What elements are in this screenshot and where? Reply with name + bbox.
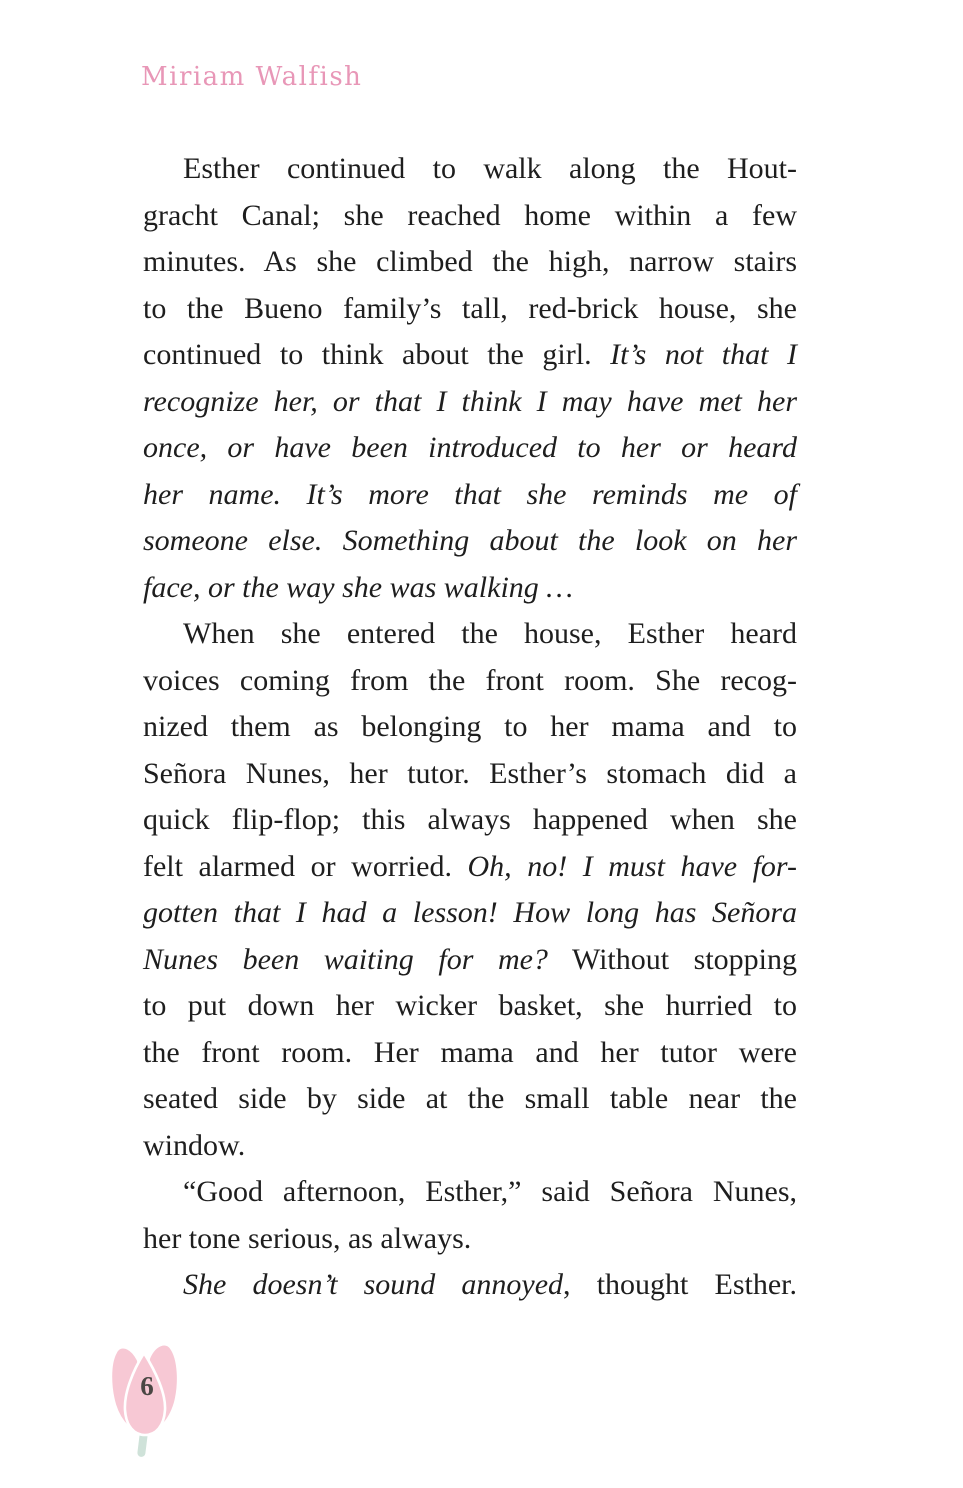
text-line: felt alarmed or worried. Oh, no! I must have for-: [143, 849, 797, 883]
tulip-icon: [109, 1341, 185, 1463]
text-line: once, or have been introduced to her or heard: [143, 431, 797, 464]
text-line: the front room. Her mama and her tutor were: [143, 1035, 797, 1069]
text-line: Nunes been waiting for me? Without stopping: [143, 942, 798, 976]
text-line: her tone serious, as always.: [143, 1221, 472, 1255]
text-line: quick flip-flop; this always happened when she: [143, 803, 797, 836]
text-line: gracht Canal; she reached home within a few: [143, 198, 797, 232]
text-line: She doesn’t sound annoyed, thought Esther.: [183, 1268, 797, 1301]
tulip-decoration: [109, 1341, 185, 1463]
text-line: her name. It’s more that she reminds me of: [143, 477, 797, 511]
page-number: 6: [140, 1371, 154, 1401]
text-line: “Good afternoon, Esther,” said Señora Nunes,: [183, 1175, 797, 1208]
text-line: someone else. Something about the look on her: [143, 524, 797, 557]
body-text: [143, 146, 797, 1309]
text-line: seated side by side at the small table near the: [143, 1082, 797, 1115]
text-line: Esther continued to walk along the Hout-: [183, 152, 797, 185]
text-line: to put down her wicker basket, she hurried to: [143, 989, 797, 1022]
text-line: When she entered the house, Esther heard: [183, 617, 797, 650]
text-line: face, or the way she was walking …: [143, 570, 573, 604]
text-line: minutes. As she climbed the high, narrow stairs: [143, 245, 797, 278]
text-line: continued to think about the girl. It’s not that I: [143, 338, 797, 371]
text-line: recognize her, or that I think I may have met her: [143, 384, 797, 418]
author-header: Miriam Walfish: [141, 62, 363, 92]
text-line: Señora Nunes, her tutor. Esther’s stomach did a: [143, 756, 797, 790]
text-line: gotten that I had a lesson! How long has Señora: [143, 896, 797, 929]
text-line: nized them as belonging to her mama and to: [143, 710, 797, 743]
text-line: window.: [143, 1128, 246, 1162]
text-line: to the Bueno family’s tall, red-brick house, she: [143, 291, 797, 325]
text-line: voices coming from the front room. She recog-: [143, 663, 797, 697]
